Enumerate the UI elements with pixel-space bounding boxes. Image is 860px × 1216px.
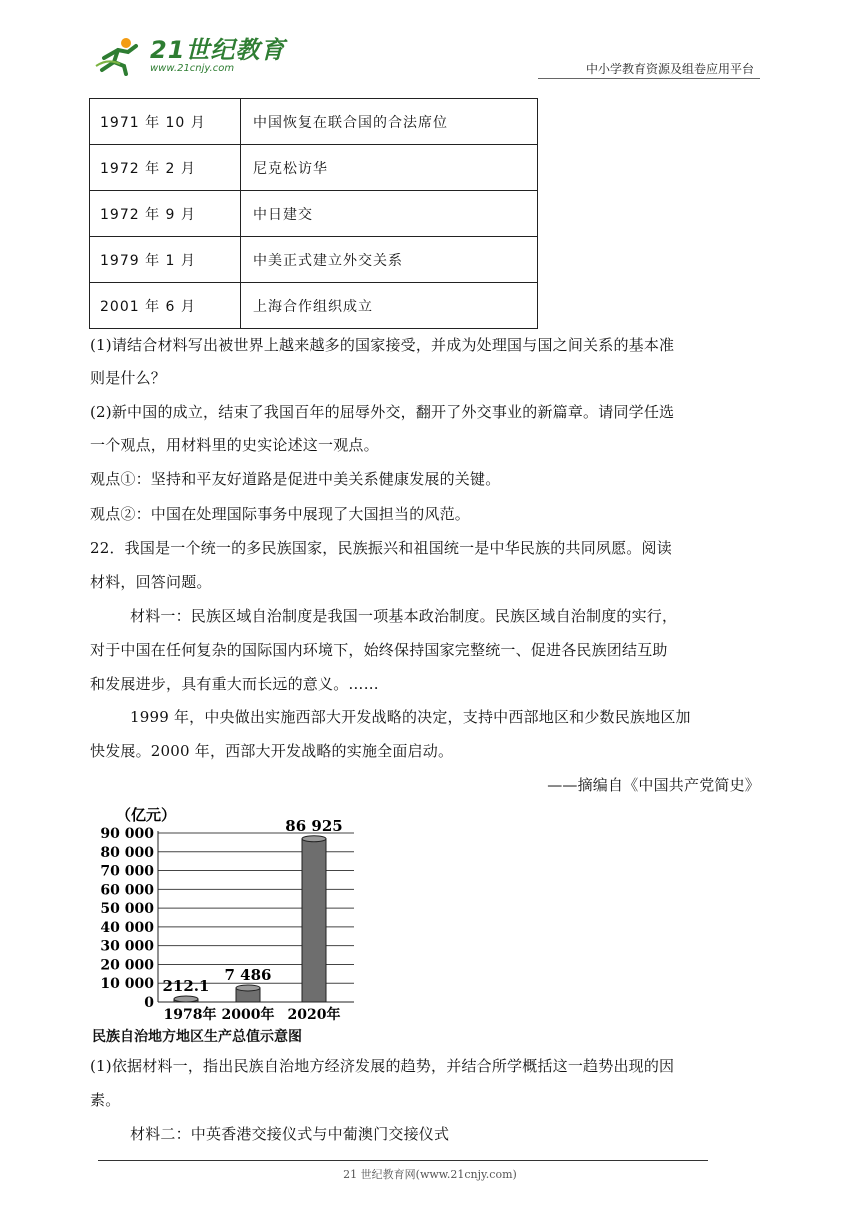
bar-top xyxy=(302,836,326,842)
material1-line3: 和发展进步，具有重大而长远的意义。…… xyxy=(90,675,379,693)
material1-source: ——摘编自《中国共产党简史》 xyxy=(547,776,760,794)
table-row xyxy=(90,145,538,191)
table-cell-date: 1972 年 2 月 xyxy=(90,145,241,191)
q22-intro-line1: 22．我国是一个统一的多民族国家，民族振兴和祖国统一是中华民族的共同夙愿。阅读 xyxy=(90,539,672,557)
q21-viewpoint-1: 观点①：坚持和平友好道路是促进中美关系健康发展的关键。 xyxy=(90,470,501,488)
y-tick-label: 40 000 xyxy=(100,919,154,936)
logo-name: 21世纪教育 xyxy=(150,36,286,64)
y-tick-label: 0 xyxy=(144,995,154,1011)
table-row xyxy=(90,283,538,329)
platform-name: 中小学教育资源及组卷应用平台 xyxy=(585,62,754,76)
y-tick-label: 80 000 xyxy=(100,844,154,861)
table-cell-event: 中国恢复在联合国的合法席位 xyxy=(241,99,538,145)
table-row xyxy=(90,99,538,145)
material2-title: 材料二：中英香港交接仪式与中葡澳门交接仪式 xyxy=(130,1125,450,1143)
material1b-line1: 1999 年，中央做出实施西部大开发战略的决定，支持中西部地区和少数民族地区加 xyxy=(130,708,691,726)
page-header xyxy=(90,34,760,80)
table-cell-event: 尼克松访华 xyxy=(241,145,538,191)
gdp-bar-chart xyxy=(92,800,382,1054)
q21-part2-line1: (2)新中国的成立，结束了我国百年的屈辱外交，翻开了外交事业的新篇章。请同学任选 xyxy=(90,403,675,421)
bar-value-label: 7 486 xyxy=(224,965,272,984)
material1-line2: 对于中国在任何复杂的国际国内环境下，始终保持国家完整统一、促进各民族团结互助 xyxy=(90,641,668,659)
y-tick-label: 50 000 xyxy=(100,901,154,918)
runner-logo-icon xyxy=(94,36,146,76)
header-divider xyxy=(538,78,760,79)
bar-value-label: 212.1 xyxy=(162,977,210,995)
x-tick-label: 2000年 xyxy=(221,1007,275,1023)
table-row xyxy=(90,237,538,283)
table-cell-date: 2001 年 6 月 xyxy=(90,283,241,329)
bar-value-label: 86 925 xyxy=(285,816,343,835)
bar-top xyxy=(236,985,260,991)
y-tick-label: 60 000 xyxy=(100,882,154,899)
bar-top xyxy=(174,996,198,1002)
table-cell-event: 中美正式建立外交关系 xyxy=(241,237,538,283)
bar xyxy=(302,839,326,1002)
timeline-table xyxy=(89,98,538,329)
y-axis-unit-label: （亿元） xyxy=(116,806,177,824)
q22-part1-line2: 素。 xyxy=(90,1091,121,1109)
table-row xyxy=(90,191,538,237)
logo-url: www.21cnjy.com xyxy=(150,63,235,74)
q22-intro-line2: 材料，回答问题。 xyxy=(90,573,212,591)
q21-part2-line2: 一个观点，用材料里的史实论述这一观点。 xyxy=(90,436,379,454)
x-tick-label: 1978年 xyxy=(163,1007,217,1023)
footer-site[interactable]: 21 世纪教育网(www.21cnjy.com) xyxy=(343,1168,517,1181)
chart-title: 民族自治地方地区生产总值示意图 xyxy=(92,1029,302,1045)
x-tick-label: 2020年 xyxy=(287,1007,341,1023)
table-cell-date: 1971 年 10 月 xyxy=(90,99,241,145)
q21-viewpoint-2: 观点②：中国在处理国际事务中展现了大国担当的风范。 xyxy=(90,505,471,523)
q21-part1-line2: 则是什么？ xyxy=(90,369,167,387)
q21-part1-line1: (1)请结合材料写出被世界上越来越多的国家接受，并成为处理国与国之间关系的基本准 xyxy=(90,336,675,354)
footer-divider xyxy=(98,1160,708,1161)
material1-line1: 材料一：民族区域自治制度是我国一项基本政治制度。民族区域自治制度的实行， xyxy=(130,607,678,625)
site-logo[interactable] xyxy=(94,36,285,76)
q22-part1-line1: (1)依据材料一，指出民族自治地方经济发展的趋势，并结合所学概括这一趋势出现的因 xyxy=(90,1057,675,1075)
y-tick-label: 20 000 xyxy=(100,957,154,974)
y-tick-label: 10 000 xyxy=(100,976,154,993)
table-cell-event: 上海合作组织成立 xyxy=(241,283,538,329)
table-cell-date: 1972 年 9 月 xyxy=(90,191,241,237)
y-tick-label: 30 000 xyxy=(100,938,154,955)
chart-canvas xyxy=(92,800,382,1026)
material1b-line2: 快发展。2000 年，西部大开发战略的实施全面启动。 xyxy=(90,742,454,760)
table-cell-date: 1979 年 1 月 xyxy=(90,237,241,283)
table-cell-event: 中日建交 xyxy=(241,191,538,237)
y-tick-label: 70 000 xyxy=(100,863,154,880)
y-tick-label: 90 000 xyxy=(100,826,154,842)
